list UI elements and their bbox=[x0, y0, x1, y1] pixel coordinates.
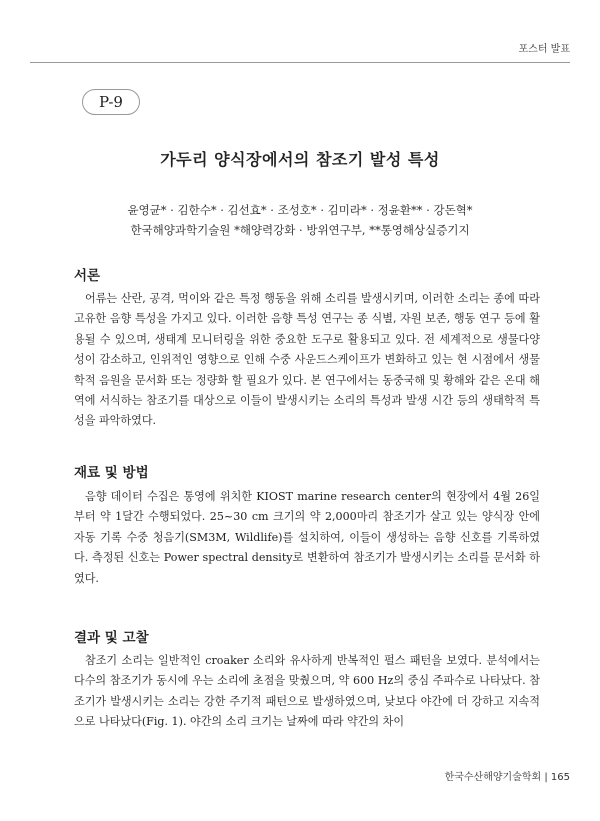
affiliation-line: 한국해양과학기술원 *해양력강화 · 방위연구부, **통영해상실증기지 bbox=[130, 223, 470, 237]
running-header: 포스터 발표 bbox=[518, 44, 570, 55]
section-body-results: 참조기 소리는 일반적인 croaker 소리와 유사하게 반복적인 펄스 패턴을 보였다. 분석에서는 다수의 참조기가 동시에 우는 소리에 초점을 맞췄으며, 약 600 Hz의 중심 주파수로 나타났다. 참조기가 발생시키는 소리는 강한 주기적 패턴으로 발생하였으며, 낮보다 야간에 더 강하고 지속적으로 나타났다(Fig. 1). 야간의 소리 크기는 날짜에 따라 약간의 차이 bbox=[74, 654, 540, 729]
section-heading-introduction: 서론 bbox=[74, 268, 101, 284]
poster-number-badge: P-9 bbox=[82, 89, 140, 115]
paper-title: 가두리 양식장에서의 참조기 발성 특성 bbox=[160, 150, 440, 169]
section-body-methods: 음향 데이터 수집은 통영에 위치한 KIOST marine research center의 현장에서 4월 26일부터 약 1달간 수행되었다. 25~30 cm 크기의 약 2,000마리 참조기가 살고 있는 양식장 안에 자동 기록 수중 청음기(SM3M, Wildlife)를 설치하여, 이들이 생성하는 음향 신호를 기록하였다. 측정된 신호는 Power spectral density로 변환하여 참조기가 발생시키는 소리를 문서화 하였다. bbox=[74, 490, 540, 585]
page-footer: 한국수산해양기술학회 | 165 bbox=[444, 772, 570, 783]
section-heading-results: 결과 및 고찰 bbox=[74, 630, 149, 646]
author-list: 윤영균* · 김한수* · 김선효* · 조성호* · 김미라* · 정윤환** · 강돈혁* bbox=[127, 203, 473, 217]
header-divider bbox=[30, 62, 570, 63]
section-heading-methods: 재료 및 방법 bbox=[74, 465, 149, 481]
section-body-introduction: 어류는 산란, 공격, 먹이와 같은 특정 행동을 위해 소리를 발생시키며, 이러한 소리는 종에 따라 고유한 음향 특성을 가지고 있다. 이러한 음향 특성 연구는 종 식별, 자원 보존, 행동 연구 등에 활용될 수 있으며, 생태계 모니터링을 위한 중요한 도구로 활용되고 있다. 전 세계적으로 생물다양성이 감소하고, 인위적인 영향으로 인해 수중 사운드스케이프가 변화하고 있는 현 시점에서 생물학적 음원을 문서화 또는 정량화 할 필요가 있다. 본 연구에서는 동중국해 및 황해와 같은 온대 해역에 서식하는 참조기를 대상으로 이들이 발생시키는 소리의 특성과 발생 시간 등의 생태학적 특성을 파악하였다. bbox=[74, 292, 540, 428]
